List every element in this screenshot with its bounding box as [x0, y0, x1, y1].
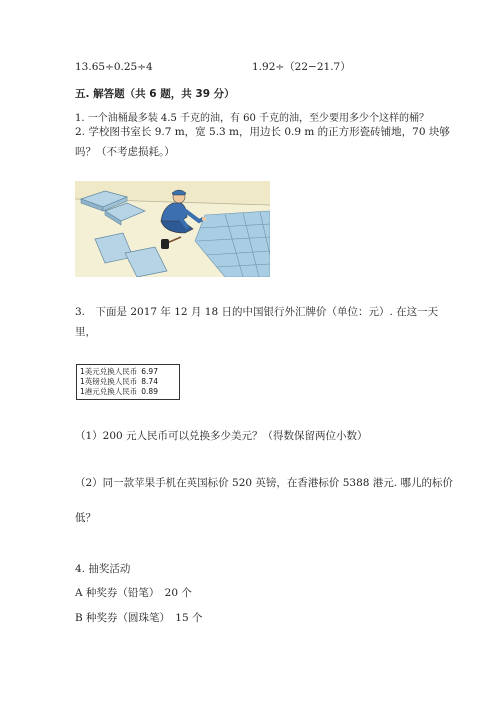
question-3-sub-1: （1）200 元人民币可以兑换多少美元？（得数保留两位小数） [75, 430, 368, 442]
rate-label: 1英镑兑换人民币 [80, 377, 138, 386]
rate-label: 1美元兑换人民币 [80, 367, 138, 376]
question-4-title: 4. 抽奖活动 [75, 563, 131, 575]
rate-value: 0.89 [141, 387, 158, 396]
rate-value: 8.74 [141, 377, 158, 386]
tiling-worker-illustration [75, 181, 270, 277]
rate-value: 6.97 [141, 367, 158, 376]
calc-expression-left: 13.65÷0.25÷4 [75, 61, 153, 73]
exchange-rate-row-hkd [80, 387, 176, 397]
calc-expression-right: 1.92÷（22−21.7） [252, 61, 351, 73]
exchange-rate-row-usd [80, 367, 176, 377]
question-3-sub-2-line-2: 低？ [75, 512, 96, 524]
rate-label: 1港元兑换人民币 [80, 387, 138, 396]
prize-item-a: A 种奖券（铅笔） 20 个 [75, 587, 192, 599]
question-2-line-1: 2. 学校图书室长 9.7 m，宽 5.3 m，用边长 0.9 m 的正方形瓷砖铺地，70 块够 [75, 126, 450, 138]
question-3-line-2: 里， [75, 326, 96, 338]
exchange-rate-row-gbp [80, 377, 176, 387]
question-3-sub-2-line-1: （2）同一款苹果手机在英国标价 520 英镑，在香港标价 5388 港元. 哪儿的标价 [75, 477, 453, 489]
question-1-text: 1. 一个油桶最多装 4.5 千克的油，有 60 千克的油，至少要用多少个这样的桶？ [75, 113, 430, 124]
question-3-line-1: 3. 下面是 2017 年 12 月 18 日的中国银行外汇牌价（单位：元）. 在这一天 [75, 306, 439, 318]
prize-item-b: B 种奖券（圆珠笔） 15 个 [75, 612, 203, 624]
exchange-rate-table [76, 364, 180, 400]
section-title: 五. 解答题（共 6 题，共 39 分） [75, 88, 235, 100]
question-2-line-2: 吗？（不考虑损耗。） [75, 146, 175, 158]
